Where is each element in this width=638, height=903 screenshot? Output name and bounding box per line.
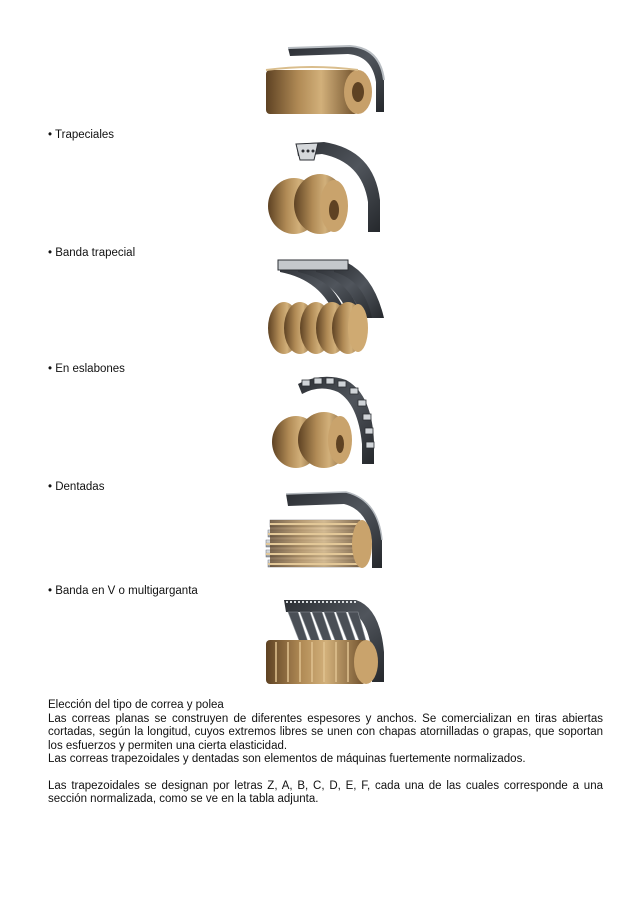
item-banda-trapecial: • Banda trapecial	[48, 247, 136, 259]
multi-v-band-pulley-figure	[262, 258, 388, 358]
toothed-belt-pulley-figure	[262, 490, 388, 590]
body-text	[48, 699, 603, 807]
v-belt-pulley-figure	[262, 140, 388, 240]
item-dentadas: • Dentadas	[48, 481, 105, 493]
item-banda-en-v-multigarganta: • Banda en V o multigarganta	[48, 585, 198, 597]
link-belt-pulley-figure	[262, 372, 388, 472]
flat-belt-pulley-figure	[262, 40, 388, 140]
paragraph-normalizadas: Las correas trapezoidales y dentadas son elementos de máquinas fuertemente normalizados.	[48, 753, 526, 765]
item-en-eslabones: • En eslabones	[48, 363, 125, 375]
section-heading: Elección del tipo de correa y polea	[48, 699, 224, 711]
item-trapeciales: • Trapeciales	[48, 129, 115, 141]
poly-v-belt-pulley-figure	[262, 596, 388, 696]
paragraph-trapezoidales: Las trapezoidales se designan por letras Z, A, B, C, D, E, F, cada una de las cuales corresponde a una sección normalizada, como se ve en la tabla adjunta.	[48, 779, 603, 805]
paragraph-correas-planas: Las correas planas se construyen de diferentes espesores y anchos. Se comercializan en tiras abiertas cortadas, según la longitud, cuyos extremos libres se unen con chapas atornilladas o grapas, que soportan los esfuerzos y permiten una cierta elasticidad.	[48, 712, 603, 752]
